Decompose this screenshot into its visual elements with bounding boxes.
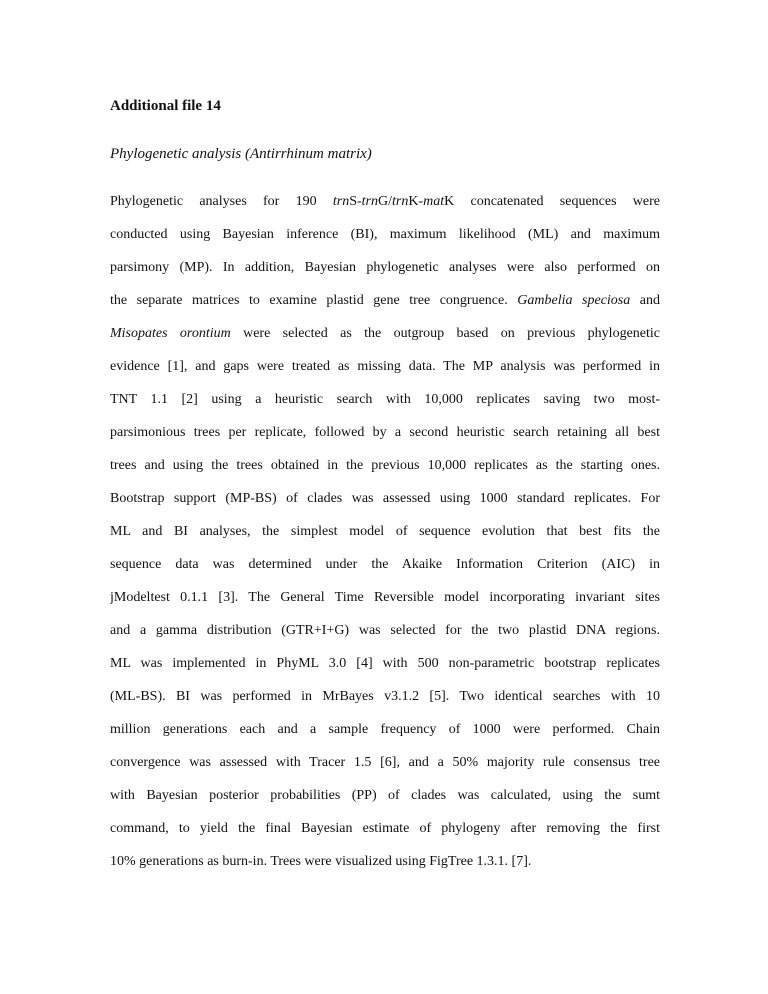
text-segment: Bootstrap support (MP-BS) of clades was assessed using 1000 standard replicates. For [110,491,660,506]
text-segment: with Bayesian posterior probabilities (PP) of clades was calculated, using the sumt [110,788,660,803]
text-line [110,713,660,746]
text-line [110,251,660,284]
text-segment: K concatenated sequences were [444,194,660,209]
text-segment: conducted using Bayesian inference (BI), maximum likelihood (ML) and maximum [110,227,660,242]
text-segment: parsimonious trees per replicate, followed by a second heuristic search retaining all best [110,425,660,440]
text-line [110,350,660,383]
text-line [110,746,660,779]
text-segment: 10% generations as burn-in. Trees were visualized using FigTree 1.3.1. [7]. [110,854,532,869]
text-segment: evidence [1], and gaps were treated as missing data. The MP analysis was performed in [110,359,660,374]
text-segment: the separate matrices to examine plastid gene tree congruence. [110,293,518,308]
text-line [110,680,660,713]
text-line [110,317,660,350]
text-segment: were selected as the outgroup based on previous phylogenetic [230,326,660,341]
text-line [110,581,660,614]
italic-text-segment: Gambelia speciosa [517,293,631,308]
text-line [110,185,660,218]
page-title: Additional file 14 [110,98,221,114]
text-line [110,548,660,581]
italic-text-segment: Misopates orontium [110,326,231,341]
text-line [110,284,660,317]
text-line [110,812,660,845]
text-segment: ML was implemented in PhyML 3.0 [4] with 500 non-parametric bootstrap replicates [110,656,660,671]
text-line [110,779,660,812]
text-segment: jModeltest 0.1.1 [3]. The General Time Reversible model incorporating invariant sites [110,590,660,605]
italic-text-segment: trn [332,194,350,209]
italic-text-segment: trn [361,194,378,209]
text-line [110,647,660,680]
text-segment: convergence was assessed with Tracer 1.5 [6], and a 50% majority rule consensus tree [110,755,660,770]
text-segment: million generations each and a sample frequency of 1000 were performed. Chain [110,722,660,737]
text-segment: (ML-BS). BI was performed in MrBayes v3.1.2 [5]. Two identical searches with 10 [110,689,660,704]
text-line [110,614,660,647]
text-segment: TNT 1.1 [2] using a heuristic search with 10,000 replicates saving two most- [110,392,660,407]
text-segment: and [630,293,660,308]
text-segment: command, to yield the final Bayesian estimate of phylogeny after removing the first [110,821,660,836]
italic-text-segment: mat [423,194,445,209]
text-segment: G/ [378,194,392,209]
text-line [110,218,660,251]
text-line [110,449,660,482]
section-subtitle: Phylogenetic analysis (Antirrhinum matrix) [110,146,372,162]
text-segment: and a gamma distribution (GTR+I+G) was selected for the two plastid DNA regions. [110,623,660,638]
paragraph [110,185,660,878]
italic-text-segment: trn [392,194,409,209]
text-segment: sequence data was determined under the Akaike Information Criterion (AIC) in [110,557,660,572]
text-line [110,416,660,449]
text-segment: Phylogenetic analyses for 190 [110,194,333,209]
text-segment: S- [349,194,362,209]
text-line [110,383,660,416]
text-segment: ML and BI analyses, the simplest model of sequence evolution that best fits the [110,524,660,539]
text-segment: trees and using the trees obtained in the previous 10,000 replicates as the starting ones. [110,458,660,473]
text-segment: parsimony (MP). In addition, Bayesian phylogenetic analyses were also performed on [110,260,660,275]
text-line [110,515,660,548]
text-segment: K- [408,194,424,209]
text-line [110,482,660,515]
text-line [110,845,660,878]
